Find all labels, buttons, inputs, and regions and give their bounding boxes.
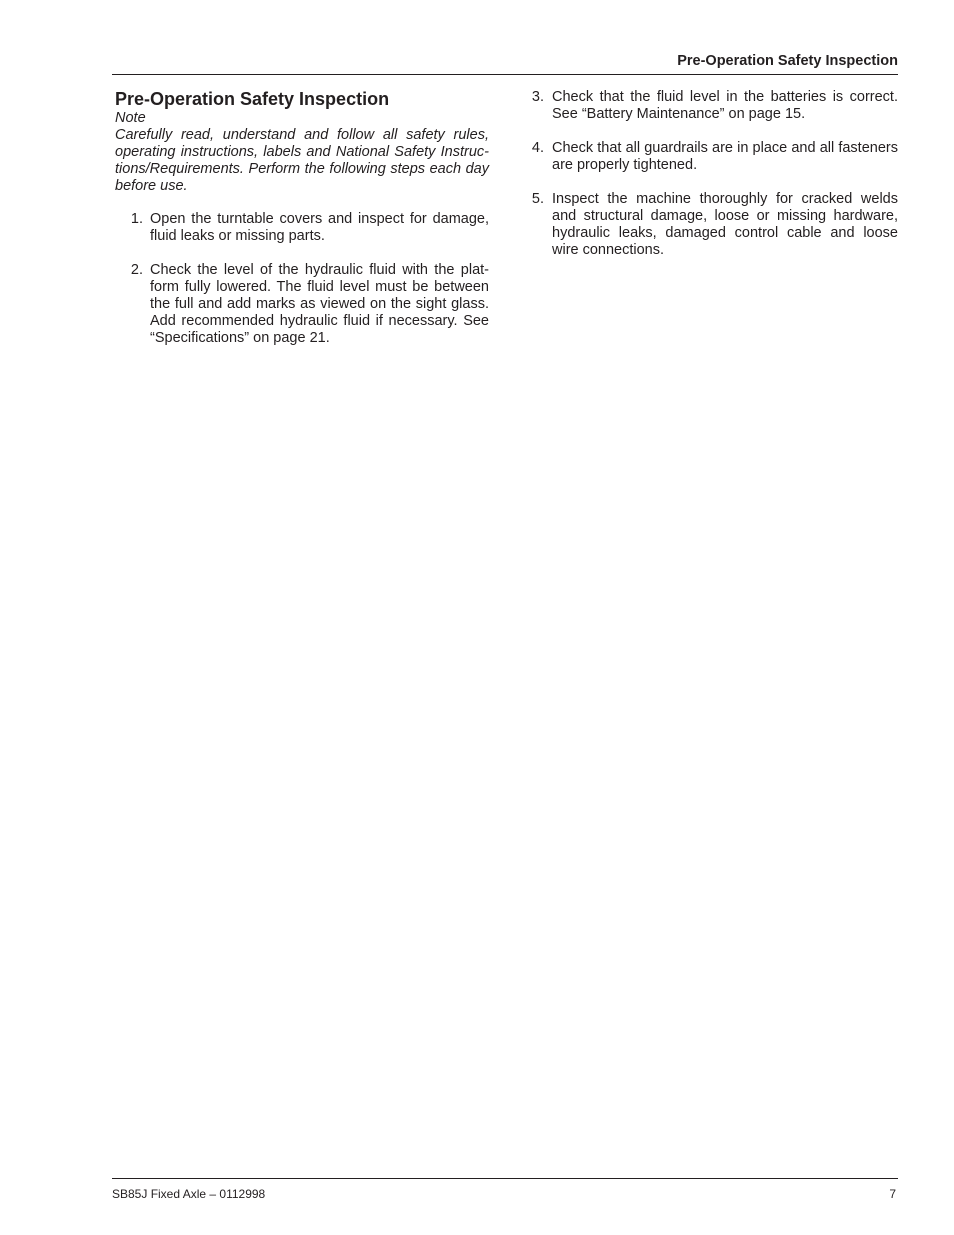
header-rule	[112, 74, 898, 75]
step-number: 4.	[531, 140, 544, 156]
footer-document-id: SB85J Fixed Axle – 0112998	[112, 1187, 266, 1201]
note-text: Carefully read, understand and follow all safety rules, operating instructions, labels and National Safety Instruc-tions/Requirements. Perform the following steps each day before use.	[115, 127, 489, 194]
step-item-1	[115, 211, 489, 245]
step-number: 1.	[130, 211, 143, 227]
steps-list-left	[115, 211, 489, 347]
page-number: 7	[889, 1187, 896, 1201]
step-number: 5.	[531, 191, 544, 207]
step-text: Inspect the machine thoroughly for cracked welds and structural damage, loose or missing hardware, hydraulic leaks, damaged control cable and loose wire connections.	[552, 191, 898, 258]
step-item-5	[524, 191, 898, 259]
step-text: Check that all guardrails are in place and all fasteners are properly tightened.	[552, 140, 898, 173]
note-label: Note	[115, 110, 146, 126]
footer-rule	[112, 1178, 898, 1179]
section-title: Pre-Operation Safety Inspection	[115, 89, 390, 109]
step-item-3	[524, 89, 898, 123]
step-text: Check the level of the hydraulic fluid with the plat-form fully lowered. The fluid level must be between the full and add marks as viewed on the sight glass. Add recommended hydraulic fluid if necessary. See “Specifications” on page 21.	[150, 262, 489, 346]
step-text: Open the turntable covers and inspect for damage, fluid leaks or missing parts.	[150, 211, 489, 244]
left-column	[115, 88, 489, 364]
right-column	[524, 89, 898, 276]
step-text: Check that the fluid level in the batteries is correct. See “Battery Maintenance” on page 15.	[552, 89, 898, 122]
running-header: Pre-Operation Safety Inspection	[677, 53, 898, 69]
step-number: 2.	[130, 262, 143, 278]
steps-list-right	[524, 89, 898, 259]
step-item-4	[524, 140, 898, 174]
step-item-2	[115, 262, 489, 347]
step-number: 3.	[531, 89, 544, 105]
